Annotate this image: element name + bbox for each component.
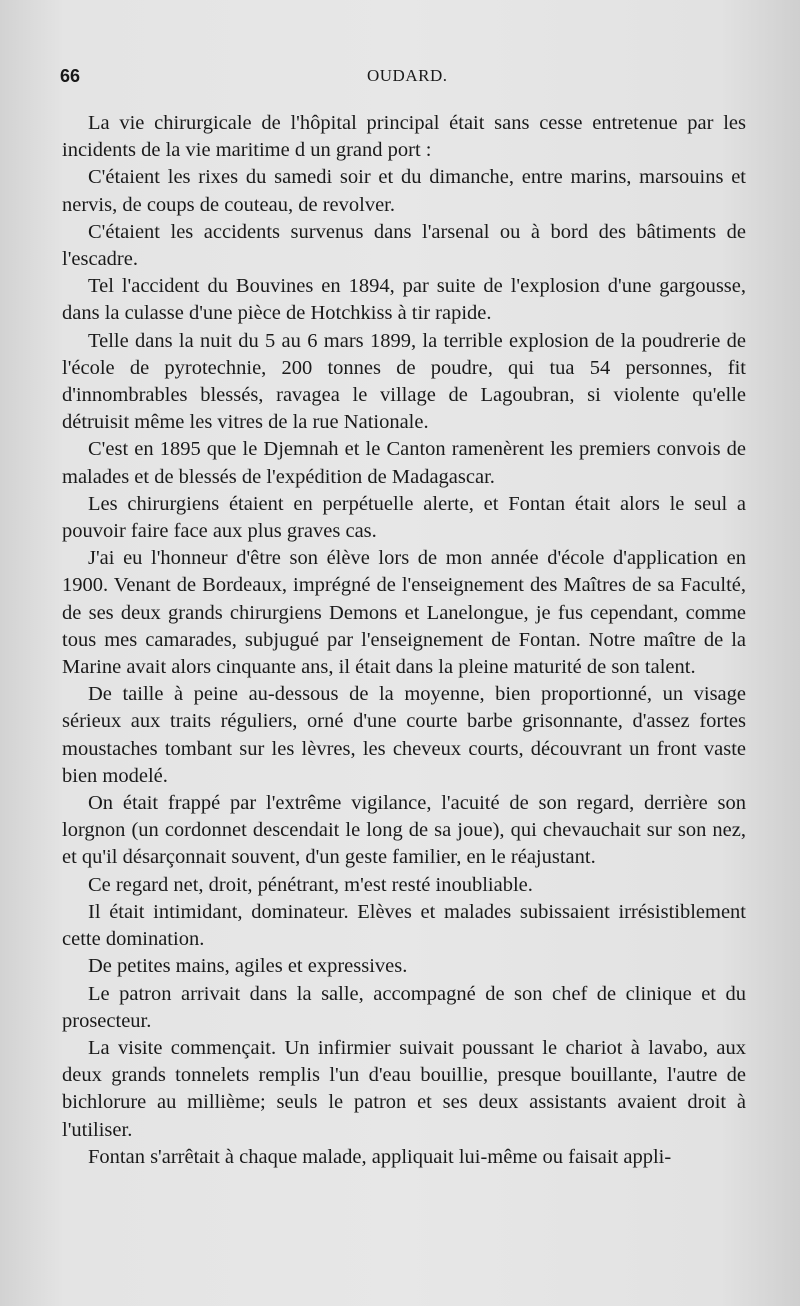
paragraph-11: Ce regard net, droit, pénétrant, m'est resté inoubliable. xyxy=(88,873,533,896)
paragraph-12: Il était intimidant, dominateur. Elèves et malades subissaient irrésistiblement cette domination. xyxy=(62,900,746,951)
paragraph-15: La visite commençait. Un infirmier suivait poussant le chariot à lavabo, aux deux grands tonnelets remplis l'un d'eau bouillie, presque bouillante, l'autre de bichlorure au millième; seuls le patron et ses deux assistants avaient droit à l'utiliser. xyxy=(62,1036,746,1141)
paragraph-16: Fontan s'arrêtait à chaque malade, appliquait lui-même ou faisait appli- xyxy=(88,1145,672,1168)
paragraph-13: De petites mains, agiles et expressives. xyxy=(88,955,408,978)
paragraph-1: La vie chirurgicale de l'hôpital principal était sans cesse entretenue par les incidents de la vie maritime d un grand port : xyxy=(62,112,746,162)
paragraph-8: J'ai eu l'honneur d'être son élève lors de mon année d'école d'application en 1900. Venant de Bordeaux, imprégné de l'enseignement des Maîtres de sa Faculté, de ses deux grands chirurgiens Demons et Lanelongue, je fus cependant, comme tous mes camarades, subjugué par l'enseignement de Fontan. Notre maître de la Marine avait alors cinquante ans, il était dans la pleine maturité de son talent. xyxy=(62,547,746,679)
page-header xyxy=(60,66,740,96)
paragraph-5: Telle dans la nuit du 5 au 6 mars 1899, la terrible explosion de la poudrerie de l'école de pyrotechnie, 200 tonnes de poudre, qui tua 54 personnes, fit d'innombrables blessés, ravagea le village de Lagoubran, si violente qu'elle détruisit même les vitres de la rue Nationale. xyxy=(62,329,746,434)
paragraph-4: Tel l'accident du Bouvines en 1894, par suite de l'explosion d'une gargousse, dans la culasse d'une pièce de Hotchkiss à tir rapide. xyxy=(62,275,746,325)
page-number: 66 xyxy=(60,66,81,86)
paragraph-6: C'est en 1895 que le Djemnah et le Canton ramenèrent les premiers convois de malades et de blessés de l'expédition de Madagascar. xyxy=(62,438,746,488)
paragraph-3: C'étaient les accidents survenus dans l'arsenal ou à bord des bâtiments de l'escadre. xyxy=(62,220,746,271)
paragraph-14: Le patron arrivait dans la salle, accompagné de son chef de clinique et du prosecteur. xyxy=(62,982,746,1032)
running-title: OUDARD. xyxy=(367,66,448,85)
paragraph-2: C'étaient les rixes du samedi soir et du dimanche, entre marins, marsouins et nervis, de coups de couteau, de revolver. xyxy=(62,166,746,216)
paragraph-9: De taille à peine au-dessous de la moyenne, bien proportionné, un visage sérieux aux traits réguliers, orné d'une courte barbe grisonnante, d'assez fortes moustaches tombant sur les lèvres, les cheveux courts, découvrant un front vaste bien modelé. xyxy=(62,683,746,787)
paragraph-10: On était frappé par l'extrême vigilance, l'acuité de son regard, derrière son lorgnon (un cordonnet descendait le long de sa joue), qui chevauchait sur son nez, et qu'il désarçonnait souvent, d'un geste familier, en le réajustant. xyxy=(62,792,746,869)
body-text xyxy=(62,110,746,1171)
paragraph-7: Les chirurgiens étaient en perpétuelle alerte, et Fontan était alors le seul a pouvoir faire face aux plus graves cas. xyxy=(62,492,746,543)
